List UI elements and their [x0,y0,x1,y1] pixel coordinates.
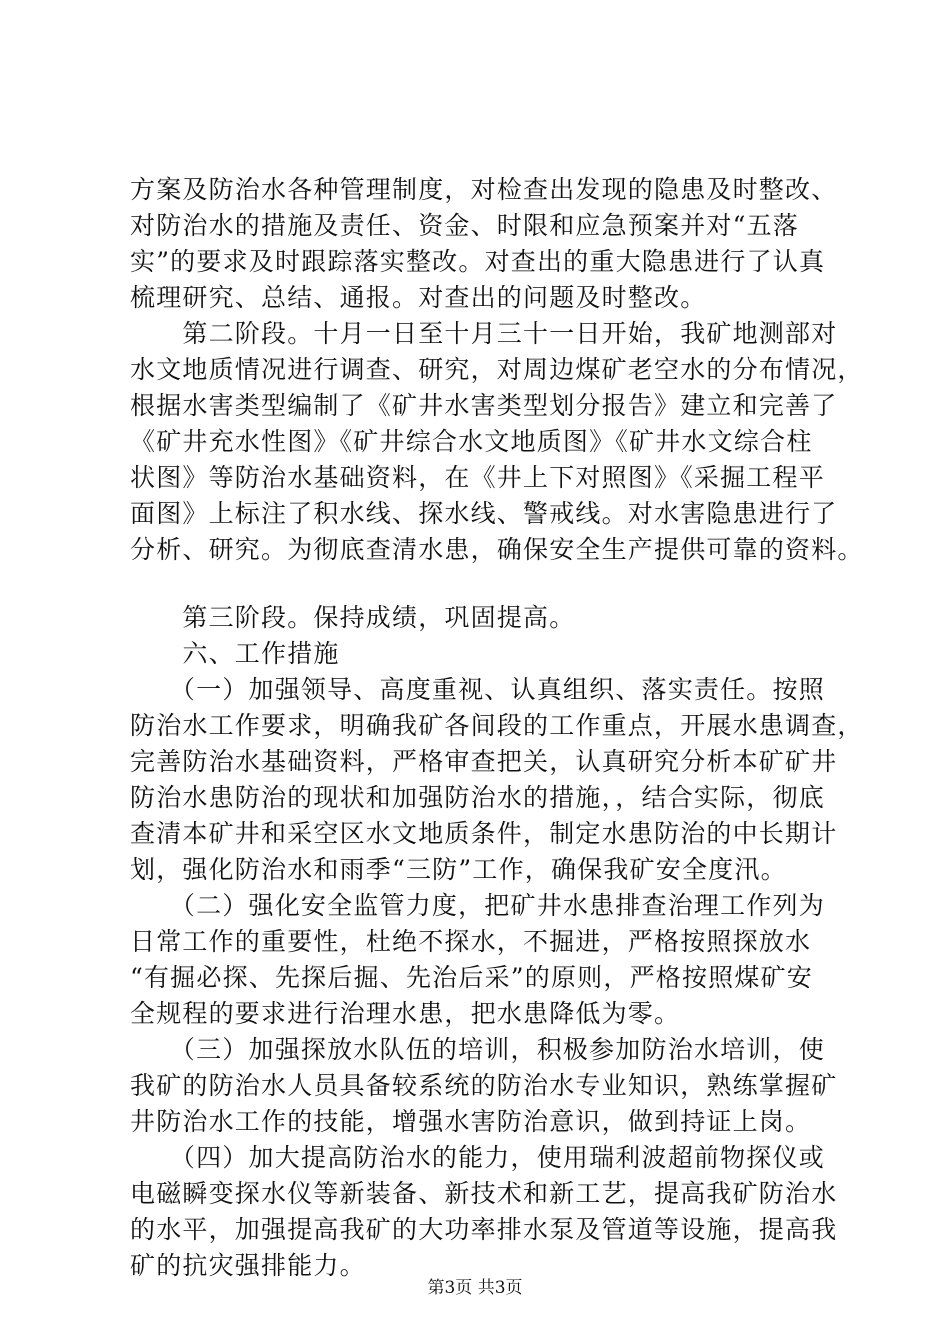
text-line: （三）加强探放水队伍的培训，积极参加防治水培训，使 [130,1035,825,1064]
section-heading: 六、工作措施 [130,639,340,668]
text-line: 面图》上标注了积水线、探水线、警戒线。对水害隐患进行了 [130,499,838,528]
text-line: 防治水患防治的现状和加强防治水的措施，，结合实际，彻底 [130,783,825,812]
text-line: 划，强化防治水和雨季“三防”工作，确保我矿安全度汛。 [130,855,787,884]
text-line: 水文地质情况进行调查、研究，对周边煤矿老空水的分布情况， [130,355,864,384]
text-line: （四）加大提高防治水的能力，使用瑞利波超前物探仪或 [130,1143,825,1172]
text-line: 对防治水的措施及责任、资金、时限和应急预案并对“五落 [130,211,799,240]
text-line: 全规程的要求进行治理水患，把水患降低为零。 [130,999,681,1028]
page-footer: 第3页 共3页 [427,1278,523,1298]
text-line: 分析、研究。为彻底查清水患，确保安全生产提供可靠的资料。 [130,535,864,564]
text-line: 梳理研究、总结、通报。对查出的问题及时整改。 [130,283,707,312]
text-line: 实”的要求及时跟踪落实整改。对查出的重大隐患进行了认真 [130,247,826,276]
text-line: 电磁瞬变探水仪等新装备、新技术和新工艺，提高我矿防治水 [130,1179,838,1208]
text-line: 矿的抗灾强排能力。 [130,1251,366,1280]
text-line: 方案及防治水各种管理制度，对检查出发现的隐患及时整改、 [130,175,838,204]
text-line: 完善防治水基础资料，严格审查把关，认真研究分析本矿矿井 [130,747,838,776]
text-line: （二）强化安全监管力度，把矿井水患排查治理工作列为 [130,891,825,920]
text-line: 日常工作的重要性，杜绝不探水，不掘进，严格按照探放水 [130,927,812,956]
text-line: “有掘必探、先探后掘、先治后采”的原则，严格按照煤矿安 [130,963,813,992]
text-line: （一）加强领导、高度重视、认真组织、落实责任。按照 [130,675,825,704]
text-line: 根据水害类型编制了《矿井水害类型划分报告》建立和完善了 [130,391,838,420]
text-line: 我矿的防治水人员具备较系统的防治水专业知识，熟练掌握矿 [130,1071,838,1100]
text-line: 的水平，加强提高我矿的大功率排水泵及管道等设施，提高我 [130,1215,838,1244]
text-line: 查清本矿井和采空区水文地质条件，制定水患防治的中长期计 [130,819,838,848]
text-line: 防治水工作要求，明确我矿各间段的工作重点，开展水患调查， [130,711,864,740]
text-line: 《矿井充水性图》《矿井综合水文地质图》《矿井水文综合柱 [130,427,813,456]
text-line: 第三阶段。保持成绩，巩固提高。 [130,603,576,632]
text-line: 状图》等防治水基础资料，在《井上下对照图》《采掘工程平 [130,463,825,492]
text-line: 第二阶段。十月一日至十月三十一日开始，我矿地测部对 [130,319,838,348]
text-line: 井防治水工作的技能，增强水害防治意识，做到持证上岗。 [130,1107,812,1136]
